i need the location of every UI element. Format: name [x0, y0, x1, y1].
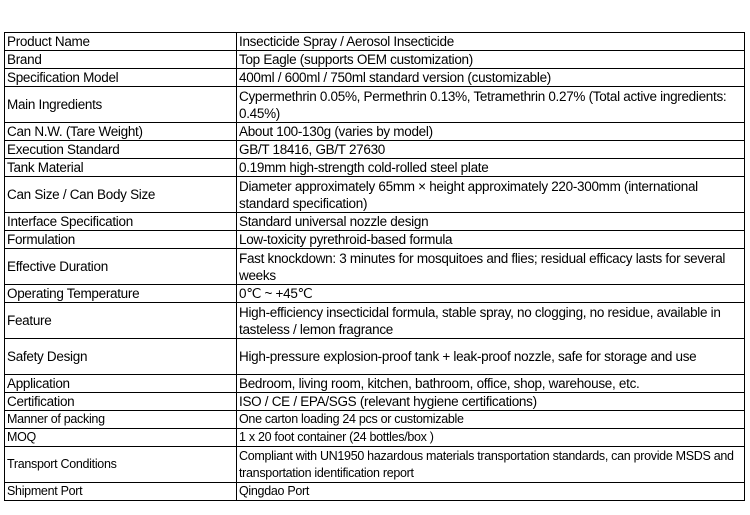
row-value: Bedroom, living room, kitchen, bathroom, office, shop, warehouse, etc.: [237, 375, 745, 393]
row-label: Feature: [5, 303, 237, 339]
row-value: High-pressure explosion-proof tank + leak-proof nozzle, safe for storage and use: [237, 339, 745, 375]
row-label: Shipment Port: [5, 483, 237, 501]
row-value: High-efficiency insecticidal formula, stable spray, no clogging, no residue, available in tasteless / lemon fragrance: [237, 303, 745, 339]
specification-table: [4, 32, 745, 501]
row-value: Top Eagle (supports OEM customization): [237, 51, 745, 69]
row-value: 0.19mm high-strength cold-rolled steel plate: [237, 159, 745, 177]
table-row: [5, 249, 745, 285]
table-row: [5, 285, 745, 303]
table-row: [5, 393, 745, 411]
row-label: Brand: [5, 51, 237, 69]
row-value: Qingdao Port: [237, 483, 745, 501]
row-value: 400ml / 600ml / 750ml standard version (customizable): [237, 69, 745, 87]
row-value: 1 x 20 foot container (24 bottles/box ): [237, 429, 745, 447]
row-value: Insecticide Spray / Aerosol Insecticide: [237, 33, 745, 51]
row-value: 0℃ ~ +45℃: [237, 285, 745, 303]
table-row: [5, 51, 745, 69]
row-value: Low-toxicity pyrethroid-based formula: [237, 231, 745, 249]
row-value: Standard universal nozzle design: [237, 213, 745, 231]
row-label: Certification: [5, 393, 237, 411]
table-row: [5, 69, 745, 87]
row-label: Formulation: [5, 231, 237, 249]
row-label: Specification Model: [5, 69, 237, 87]
row-label: Application: [5, 375, 237, 393]
row-label: Safety Design: [5, 339, 237, 375]
row-label: Product Name: [5, 33, 237, 51]
row-value: ISO / CE / EPA/SGS (relevant hygiene certifications): [237, 393, 745, 411]
table-row: [5, 87, 745, 123]
table-row: [5, 177, 745, 213]
table-row: [5, 213, 745, 231]
row-value: About 100-130g (varies by model): [237, 123, 745, 141]
table-row: [5, 231, 745, 249]
row-value: Fast knockdown: 3 minutes for mosquitoes and flies; residual efficacy lasts for several weeks: [237, 249, 745, 285]
row-label: MOQ: [5, 429, 237, 447]
table-row: [5, 447, 745, 483]
row-value: Diameter approximately 65mm × height approximately 220-300mm (international standard specification): [237, 177, 745, 213]
row-value: GB/T 18416, GB/T 27630: [237, 141, 745, 159]
table-row: [5, 303, 745, 339]
row-value: Cypermethrin 0.05%, Permethrin 0.13%, Tetramethrin 0.27% (Total active ingredients: 0.45%): [237, 87, 745, 123]
table-row: [5, 159, 745, 177]
table-row: [5, 123, 745, 141]
row-label: Interface Specification: [5, 213, 237, 231]
table-row: [5, 33, 745, 51]
table-row: [5, 339, 745, 375]
row-label: Can N.W. (Tare Weight): [5, 123, 237, 141]
row-label: Execution Standard: [5, 141, 237, 159]
row-label: Can Size / Can Body Size: [5, 177, 237, 213]
table-row: [5, 429, 745, 447]
table-row: [5, 483, 745, 501]
row-label: Main Ingredients: [5, 87, 237, 123]
table-row: [5, 375, 745, 393]
row-value: Compliant with UN1950 hazardous materials transportation standards, can provide MSDS and transportation identification report: [237, 447, 745, 483]
row-value: One carton loading 24 pcs or customizable: [237, 411, 745, 429]
row-label: Tank Material: [5, 159, 237, 177]
table-row: [5, 411, 745, 429]
table-row: [5, 141, 745, 159]
row-label: Operating Temperature: [5, 285, 237, 303]
row-label: Effective Duration: [5, 249, 237, 285]
row-label: Manner of packing: [5, 411, 237, 429]
row-label: Transport Conditions: [5, 447, 237, 483]
